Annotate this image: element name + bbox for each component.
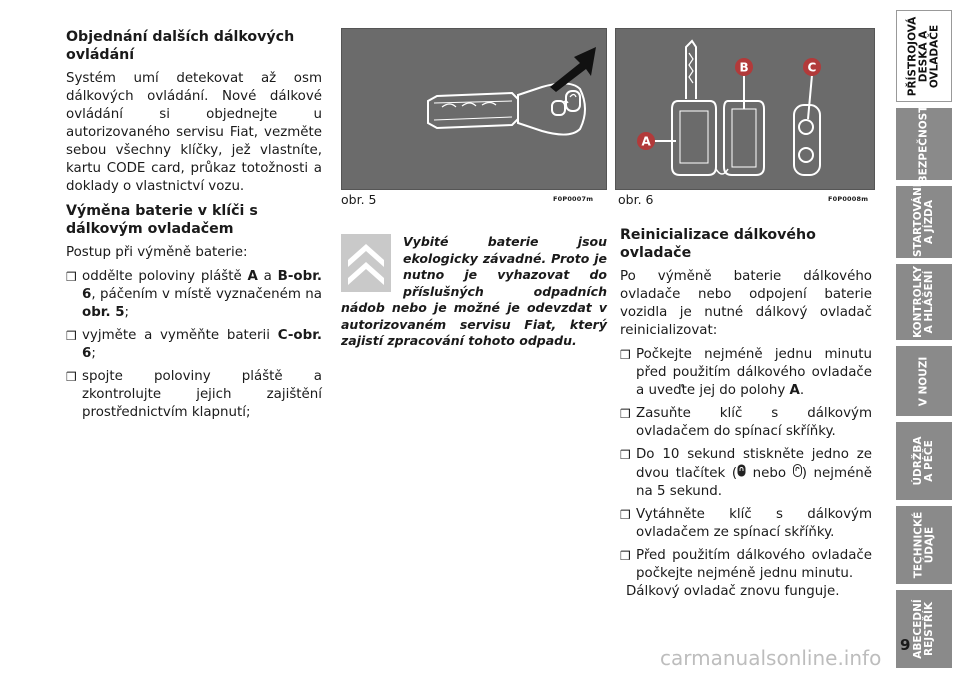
tab-label: TECHNICKÉ ÚDAJE [912, 511, 936, 579]
ref-position-a: A [789, 383, 800, 398]
key-parts-illustration [616, 29, 874, 189]
page-number: 9 [900, 636, 911, 654]
closing-line: Dálkový ovladač znovu funguje. [626, 584, 840, 599]
figure-6-code: F0P0008m [828, 195, 869, 203]
ref-c-fig6: C-obr. 6 [82, 328, 322, 361]
list-item [620, 446, 872, 501]
tab-label: ÚDRŽBA A PÉČE [912, 436, 935, 486]
tab-v-nouzi[interactable] [896, 346, 952, 416]
tab-startovani[interactable] [896, 183, 952, 258]
bullet-marker: ❒ [620, 508, 631, 522]
tab-label: STARTOVÁNÍ A JÍZDA [912, 183, 935, 257]
tab-label: ABECEDNÍ REJSTŘÍK [912, 599, 935, 659]
environment-note [341, 234, 607, 350]
list-item-text: , páčením v místě vyznačeném na [91, 287, 322, 302]
section-heading-battery-replacement: Výměna baterie v klíči s dálkovým ovladačem [66, 203, 258, 237]
tab-pristrojova-deska[interactable] [896, 10, 952, 102]
list-item-text: ) nejméně na 5 sekund. [636, 466, 873, 499]
bullet-marker: ❒ [66, 370, 77, 384]
tab-udrzba[interactable] [896, 422, 952, 500]
list-item-text: Zasuňte klíč s dálkovým ovladačem do spínací skříňky. [636, 406, 872, 439]
list-item-text: vyjměte a vyměňte baterii [82, 328, 278, 343]
tab-label: KONTROLKY A HLÁŠENÍ [912, 266, 936, 338]
ref-fig5: obr. 5 [82, 305, 125, 320]
bullet-marker: ❒ [620, 348, 631, 362]
list-item [620, 346, 872, 400]
bullet-marker: ❒ [66, 329, 77, 343]
callout-b: B [739, 60, 749, 75]
paragraph-order-remotes: Systém umí detekovat až osm dálkových ovládání. Nové dálkové ovládání si objednejte u autorizovaného servisu Fiat, vezměte sebou všechny klíčky, jež vlastníte, kartu CODE card, průkaz totožnosti a doklady o vlastnictví vozu. [66, 71, 322, 194]
list-item-text: ; [91, 346, 96, 361]
list-item [66, 368, 322, 422]
unlock-button-icon [793, 464, 802, 477]
right-column [620, 226, 872, 601]
paragraph-reinit: Po výměně baterie dálkového ovladače nebo odpojení baterie vozidla je nutné dálkový ovladač reinicializovat: [620, 269, 872, 338]
list-item [66, 327, 322, 363]
bullet-marker: ❒ [620, 448, 631, 462]
recycling-chevron-icon [341, 234, 391, 292]
tab-label: V NOUZI [917, 356, 930, 406]
ref-b-fig6: B-obr. 6 [82, 269, 323, 302]
key-illustration [342, 29, 606, 189]
tab-label: BEZPEČNOST [917, 105, 930, 183]
list-item-text: Vytáhněte klíč s dálkovým ovladačem ze spínací skříňky. [636, 507, 872, 540]
figure-6-label: obr. 6 [618, 192, 654, 207]
bullet-marker: ❒ [66, 270, 77, 284]
tab-technicke-udaje[interactable] [896, 506, 952, 584]
list-item-text: oddělte poloviny pláště [82, 269, 248, 284]
figure-5-label: obr. 5 [341, 192, 377, 207]
list-item-text: spojte poloviny pláště a zkontrolujte jejich zajištění prostřednictvím klapnutí; [82, 369, 322, 420]
paragraph-procedure: Postup při výměně baterie: [66, 245, 248, 260]
note-text: Vybité baterie jsou ekologicky závadné. Proto je nutno je vyhazovat do příslušných odpadních nádob nebo je možné je odevzdat v autorizovaném servisu Fiat, který zajistí zpracování tohoto odpadu. [341, 234, 607, 348]
list-item [66, 268, 322, 322]
figure-5-code: F0P0007m [553, 195, 594, 203]
callout-c: C [807, 60, 817, 75]
figure-6-key-parts-image [615, 28, 875, 190]
watermark: carmanualsonline.info [660, 646, 882, 670]
list-item-text: Počkejte nejméně jednu minutu před použitím dálkového ovladače a uveďte jej do polohy [636, 347, 872, 398]
bullet-marker: ❒ [620, 407, 631, 421]
tab-bezpecnost[interactable] [896, 105, 952, 183]
list-item [620, 405, 872, 441]
list-item [620, 506, 872, 542]
list-item-text: Před použitím dálkového ovladače počkejte nejméně jednu minutu. [636, 548, 872, 581]
list-item-text: nebo [746, 466, 793, 481]
section-heading-order-remotes: Objednání dalších dálkových ovládání [66, 29, 295, 63]
lock-button-icon [737, 464, 746, 477]
list-item-text: a [257, 269, 278, 284]
bullet-marker: ❒ [620, 549, 631, 563]
section-heading-reinit: Reinicializace dálkového ovladače [620, 227, 816, 261]
list-item-text: Do 10 sekund stiskněte jedno ze dvou tlačítek ( [636, 447, 872, 481]
tab-kontrolky[interactable] [896, 264, 952, 340]
figure-5-key-image [341, 28, 607, 190]
list-item-text: ; [124, 305, 130, 320]
ref-a: A [247, 269, 258, 284]
tab-abecedni-rejstrik[interactable] [896, 590, 952, 668]
list-item [620, 547, 872, 583]
left-column [66, 28, 322, 427]
tab-label: PŘÍSTROJOVÁ DESKA A OVLADAČE [906, 16, 941, 96]
callout-a: A [641, 134, 651, 149]
list-item-text: . [799, 383, 805, 398]
